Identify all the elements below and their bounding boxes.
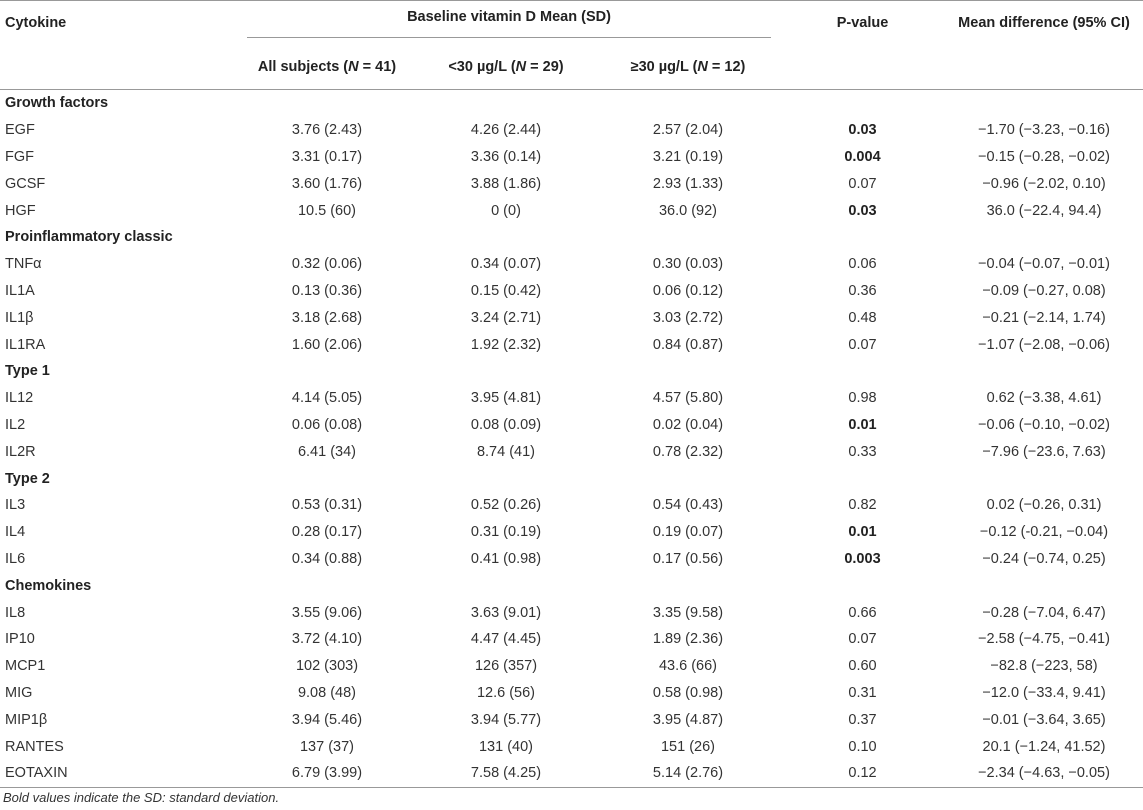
section-title: Proinflammatory classic: [5, 229, 173, 246]
p-value-cell: 0.07: [848, 336, 877, 353]
table-row: [0, 760, 1143, 787]
table-row: [0, 733, 1143, 760]
ge30-cell: 4.57 (5.80): [652, 390, 724, 407]
table-row: [0, 331, 1143, 358]
p-value-cell: 0.36: [848, 282, 877, 299]
mean-difference-cell: −0.12 (-0.21, −0.04): [979, 524, 1109, 541]
p-value-cell: 0.82: [848, 497, 877, 514]
all-subjects-cell: 137 (37): [299, 738, 354, 755]
mean-difference-cell: −2.58 (−4.75, −0.41): [978, 631, 1110, 648]
mean-difference-cell: −7.96 (−23.6, 7.63): [982, 443, 1106, 460]
cytokine-name-cell: IL4: [5, 524, 26, 541]
header-lt30-prefix: <30 µg/L (: [448, 59, 516, 75]
table-row: [0, 304, 1143, 331]
section-row: [0, 465, 1143, 492]
all-subjects-cell: 3.55 (9.06): [291, 604, 363, 621]
mean-difference-cell: −0.15 (−0.28, −0.02): [978, 148, 1110, 165]
ge30-cell: 2.93 (1.33): [652, 175, 724, 192]
header-mean-difference: Mean difference (95% CI): [958, 15, 1130, 31]
section-title: Type 1: [5, 363, 50, 380]
table-row: [0, 117, 1143, 144]
ge30-cell: 3.03 (2.72): [652, 309, 724, 326]
mean-difference-cell: 20.1 (−1.24, 41.52): [982, 738, 1106, 755]
lt30-cell: 0.15 (0.42): [470, 282, 542, 299]
p-value-cell: 0.48: [848, 309, 877, 326]
table-row: [0, 170, 1143, 197]
ge30-cell: 0.84 (0.87): [652, 336, 724, 353]
header-baseline-group: [238, 1, 780, 46]
table-row: [0, 546, 1143, 573]
lt30-cell: 0.08 (0.09): [470, 416, 542, 433]
p-value-cell: 0.31: [848, 684, 877, 701]
p-value-cell: 0.003: [844, 550, 881, 567]
cytokine-name-cell: IL1RA: [5, 336, 46, 353]
all-subjects-cell: 0.53 (0.31): [291, 497, 363, 514]
p-value-cell: 0.01: [848, 416, 877, 433]
ge30-cell: 3.35 (9.58): [652, 604, 724, 621]
cytokine-name-cell: IL1A: [5, 282, 35, 299]
p-value-cell: 0.03: [848, 122, 877, 139]
table-row: [0, 438, 1143, 465]
header-ge30: [596, 45, 780, 90]
table-body: [0, 90, 1143, 788]
ge30-cell: 0.06 (0.12): [652, 282, 724, 299]
p-value-cell: 0.06: [848, 256, 877, 273]
section-title: Chemokines: [5, 577, 92, 594]
all-subjects-cell: 3.60 (1.76): [291, 175, 363, 192]
lt30-cell: 0.41 (0.98): [470, 550, 542, 567]
header-empty-p: [780, 45, 945, 90]
mean-difference-cell: −1.70 (−3.23, −0.16): [978, 122, 1110, 139]
table-row: [0, 385, 1143, 412]
all-subjects-cell: 6.41 (34): [297, 443, 357, 460]
header-ge30-suffix: = 12): [707, 59, 746, 75]
cytokine-name-cell: TNFα: [5, 256, 42, 273]
all-subjects-cell: 0.13 (0.36): [291, 282, 363, 299]
lt30-cell: 3.36 (0.14): [470, 148, 542, 165]
ge30-cell: 1.89 (2.36): [652, 631, 724, 648]
ge30-cell: 0.54 (0.43): [652, 497, 724, 514]
mean-difference-cell: −12.0 (−33.4, 9.41): [982, 684, 1106, 701]
lt30-cell: 4.47 (4.45): [470, 631, 542, 648]
all-subjects-cell: 4.14 (5.05): [291, 390, 363, 407]
header-lt30-n: N: [515, 59, 527, 75]
section-row: [0, 90, 1143, 117]
section-title: Type 2: [5, 470, 50, 487]
mean-difference-cell: 36.0 (−22.4, 94.4): [986, 202, 1102, 219]
p-value-cell: 0.03: [848, 202, 877, 219]
table-footnote: Bold values indicate the SD: standard deviation.: [3, 790, 280, 805]
lt30-cell: 3.88 (1.86): [470, 175, 542, 192]
table-header: [0, 1, 1143, 90]
all-subjects-cell: 3.31 (0.17): [291, 148, 363, 165]
cytokine-name-cell: GCSF: [5, 175, 46, 192]
header-all-subjects: [238, 45, 416, 90]
mean-difference-cell: −1.07 (−2.08, −0.06): [978, 336, 1110, 353]
lt30-cell: 3.94 (5.77): [470, 711, 542, 728]
mean-difference-cell: 0.62 (−3.38, 4.61): [986, 390, 1102, 407]
mean-difference-cell: −0.28 (−7.04, 6.47): [982, 604, 1106, 621]
mean-difference-cell: −82.8 (−223, 58): [990, 658, 1098, 675]
ge30-cell: 0.30 (0.03): [652, 256, 724, 273]
ge30-cell: 0.17 (0.56): [652, 550, 724, 567]
header-cytokine: Cytokine: [5, 15, 67, 31]
all-subjects-cell: 9.08 (48): [297, 684, 357, 701]
section-title: Growth factors: [5, 95, 109, 112]
mean-difference-cell: −0.04 (−0.07, −0.01): [978, 256, 1110, 273]
lt30-cell: 0.34 (0.07): [470, 256, 542, 273]
p-value-cell: 0.07: [848, 175, 877, 192]
cytokine-name-cell: IL3: [5, 497, 26, 514]
p-value-cell: 0.66: [848, 604, 877, 621]
table-row: [0, 626, 1143, 653]
cytokine-name-cell: MCP1: [5, 658, 46, 675]
mean-difference-cell: −0.01 (−3.64, 3.65): [982, 711, 1106, 728]
cytokine-name-cell: RANTES: [5, 738, 64, 755]
table-row: [0, 278, 1143, 305]
table-row: [0, 197, 1143, 224]
cytokine-name-cell: MIP1β: [5, 711, 48, 728]
table-row: [0, 680, 1143, 707]
lt30-cell: 8.74 (41): [476, 443, 536, 460]
cytokine-name-cell: IL2R: [5, 443, 36, 460]
lt30-cell: 7.58 (4.25): [416, 760, 596, 787]
header-lt30: [416, 45, 596, 90]
section-row: [0, 358, 1143, 385]
lt30-cell: 126 (357): [474, 658, 538, 675]
all-subjects-cell: 0.28 (0.17): [291, 524, 363, 541]
lt30-cell: 12.6 (56): [476, 684, 536, 701]
header-ge30-prefix: ≥30 µg/L (: [630, 59, 698, 75]
lt30-cell: 0.52 (0.26): [470, 497, 542, 514]
all-subjects-cell: 10.5 (60): [297, 202, 357, 219]
mean-difference-cell: −0.21 (−2.14, 1.74): [982, 309, 1106, 326]
mean-difference-cell: −0.06 (−0.10, −0.02): [978, 416, 1110, 433]
ge30-cell: 2.57 (2.04): [652, 122, 724, 139]
cytokine-name-cell: MIG: [5, 684, 33, 701]
p-value-cell: 0.98: [848, 390, 877, 407]
mean-difference-cell: −0.96 (−2.02, 0.10): [982, 175, 1106, 192]
ge30-cell: 43.6 (66): [658, 658, 718, 675]
table-row: [0, 653, 1143, 680]
header-empty: [0, 45, 238, 90]
ge30-cell: 3.21 (0.19): [652, 148, 724, 165]
header-all-subjects-suffix: = 41): [358, 59, 397, 75]
mean-difference-cell: −2.34 (−4.63, −0.05): [945, 760, 1143, 787]
lt30-cell: 4.26 (2.44): [470, 122, 542, 139]
p-value-cell: 0.33: [848, 443, 877, 460]
p-value-cell: 0.60: [848, 658, 877, 675]
cytokine-name-cell: EGF: [5, 122, 35, 139]
table-row: [0, 492, 1143, 519]
lt30-cell: 3.24 (2.71): [470, 309, 542, 326]
header-baseline-group-label: Baseline vitamin D Mean (SD): [247, 9, 771, 38]
all-subjects-cell: 6.79 (3.99): [238, 760, 416, 787]
ge30-cell: 5.14 (2.76): [596, 760, 780, 787]
all-subjects-cell: 1.60 (2.06): [291, 336, 363, 353]
lt30-cell: 131 (40): [478, 738, 533, 755]
cytokine-name-cell: IL1β: [5, 309, 34, 326]
all-subjects-cell: 3.72 (4.10): [291, 631, 363, 648]
cytokine-name-cell: FGF: [5, 148, 34, 165]
all-subjects-cell: 3.76 (2.43): [291, 122, 363, 139]
header-ge30-n: N: [697, 59, 708, 75]
header-p-value: P-value: [836, 15, 889, 31]
header-all-subjects-n: N: [348, 59, 359, 75]
table-row: [0, 412, 1143, 439]
lt30-cell: 1.92 (2.32): [470, 336, 542, 353]
cytokine-name-cell: EOTAXIN: [0, 760, 238, 787]
all-subjects-cell: 102 (303): [295, 658, 359, 675]
cytokine-name-cell: IP10: [5, 631, 35, 648]
p-value-cell: 0.07: [848, 631, 877, 648]
cytokine-name-cell: IL2: [5, 416, 26, 433]
lt30-cell: 3.95 (4.81): [470, 390, 542, 407]
ge30-cell: 0.19 (0.07): [652, 524, 724, 541]
lt30-cell: 0.31 (0.19): [470, 524, 542, 541]
all-subjects-cell: 3.18 (2.68): [291, 309, 363, 326]
header-all-subjects-prefix: All subjects (: [257, 59, 349, 75]
mean-difference-cell: −0.24 (−0.74, 0.25): [982, 550, 1106, 567]
p-value-cell: 0.12: [780, 760, 945, 787]
section-row: [0, 572, 1143, 599]
ge30-cell: 0.02 (0.04): [652, 416, 724, 433]
header-empty-diff: [945, 45, 1143, 90]
table-row: [0, 519, 1143, 546]
lt30-cell: 0 (0): [491, 202, 521, 219]
cytokine-name-cell: HGF: [5, 202, 36, 219]
p-value-cell: 0.004: [844, 148, 881, 165]
ge30-cell: 36.0 (92): [658, 202, 718, 219]
all-subjects-cell: 0.34 (0.88): [291, 550, 363, 567]
all-subjects-cell: 0.32 (0.06): [291, 256, 363, 273]
ge30-cell: 0.78 (2.32): [652, 443, 724, 460]
table-row: [0, 599, 1143, 626]
section-row: [0, 224, 1143, 251]
p-value-cell: 0.01: [848, 524, 877, 541]
table-row: [0, 706, 1143, 733]
ge30-cell: 3.95 (4.87): [652, 711, 724, 728]
table-row: [0, 251, 1143, 278]
cytokine-name-cell: IL6: [5, 550, 26, 567]
p-value-cell: 0.37: [848, 711, 877, 728]
cytokine-name-cell: IL8: [5, 604, 26, 621]
table-row: [0, 144, 1143, 171]
cytokine-name-cell: IL12: [5, 390, 34, 407]
lt30-cell: 3.63 (9.01): [470, 604, 542, 621]
header-lt30-suffix: = 29): [526, 59, 564, 75]
ge30-cell: 151 (26): [660, 738, 715, 755]
all-subjects-cell: 0.06 (0.08): [291, 416, 363, 433]
mean-difference-cell: 0.02 (−0.26, 0.31): [986, 497, 1102, 514]
all-subjects-cell: 3.94 (5.46): [291, 711, 363, 728]
mean-difference-cell: −0.09 (−0.27, 0.08): [982, 282, 1106, 299]
ge30-cell: 0.58 (0.98): [652, 684, 724, 701]
p-value-cell: 0.10: [848, 738, 877, 755]
